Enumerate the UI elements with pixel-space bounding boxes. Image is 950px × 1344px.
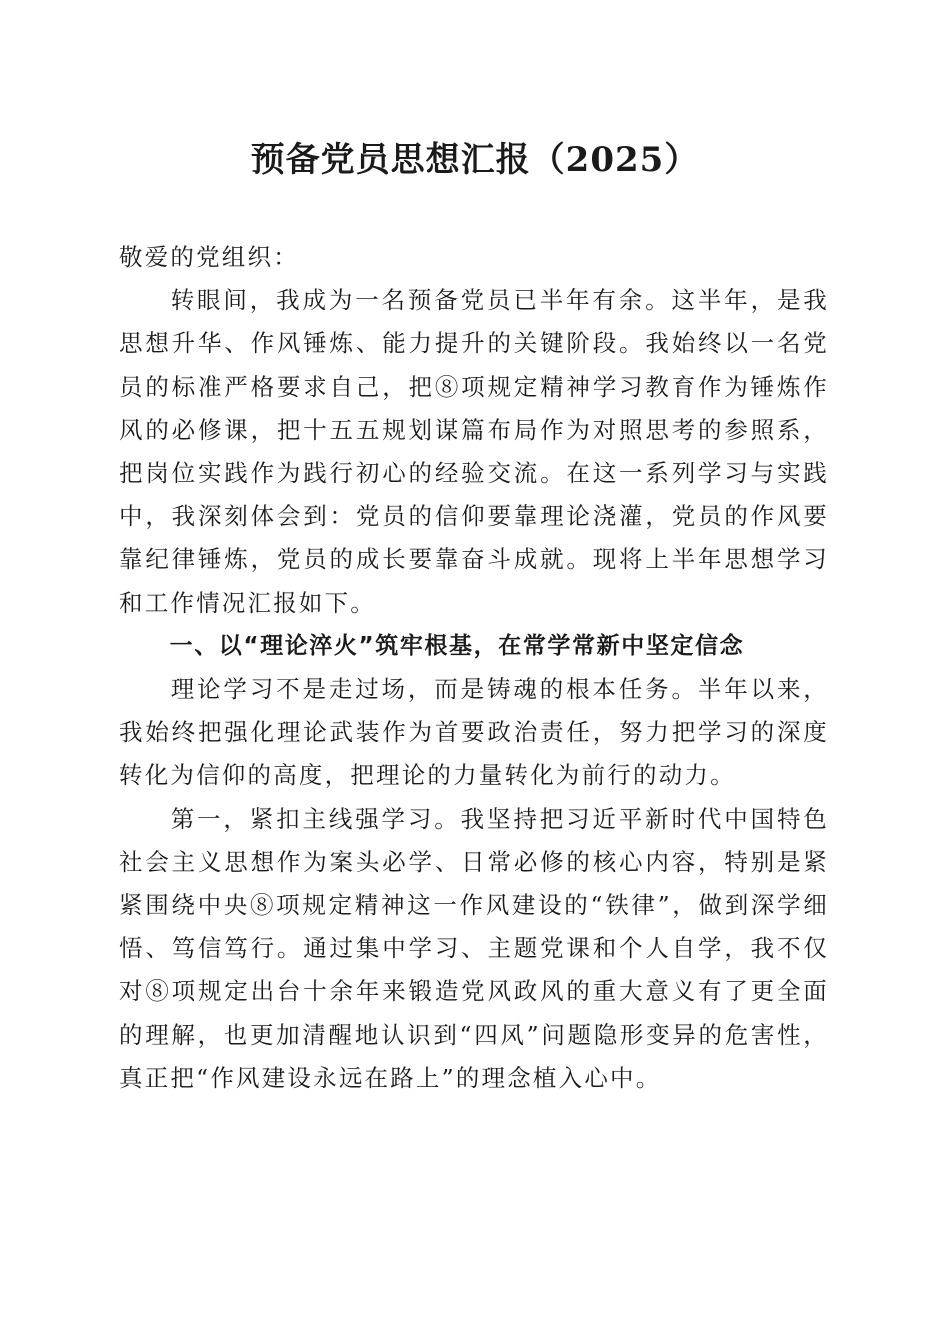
section-paragraph: 理论学习不是走过场，而是铸魂的根本任务。半年以来，我始终把强化理论武装作为首要政治责任，努力把学习的深度转化为信仰的高度，把理论的力量转化为前行的动力。 (119, 675, 829, 790)
section-heading: 一、以“理论淬火”筑牢根基，在常学常新中坚定信念 (169, 632, 745, 659)
section-paragraph: 第一，紧扣主线强学习。我坚持把习近平新时代中国特色社会主义思想作为案头必学、日常必修的核心内容，特别是紧紧围绕中央⑧项规定精神这一作风建设的“铁律”，做到深学细悟、笃信笃行。通过集中学习、主题党课和个人自学，我不仅对⑧项规定出台十余年来锻造党风政风的重大意义有了更全面的理解，也更加清醒地认识到“四风”问题隐形变异的危害性，真正把“作风建设永远在路上”的理念植入心中。 (119, 804, 829, 1092)
intro-paragraph: 转眼间，我成为一名预备党员已半年有余。这半年，是我思想升华、作风锤炼、能力提升的关键阶段。我始终以一名党员的标准严格要求自己，把⑧项规定精神学习教育作为锤炼作风的必修课，把十五五规划谋篇布局作为对照思考的参照系，把岗位实践作为践行初心的经验交流。在这一系列学习与实践中，我深刻体会到：党员的信仰要靠理论浇灌，党员的作风要靠纪律锤炼，党员的成长要靠奋斗成就。现将上半年思想学习和工作情况汇报如下。 (119, 286, 829, 617)
document-title: 预备党员思想汇报（2025） (250, 140, 700, 180)
document-body (119, 236, 829, 1100)
salutation: 敬爱的党组织： (119, 243, 299, 271)
